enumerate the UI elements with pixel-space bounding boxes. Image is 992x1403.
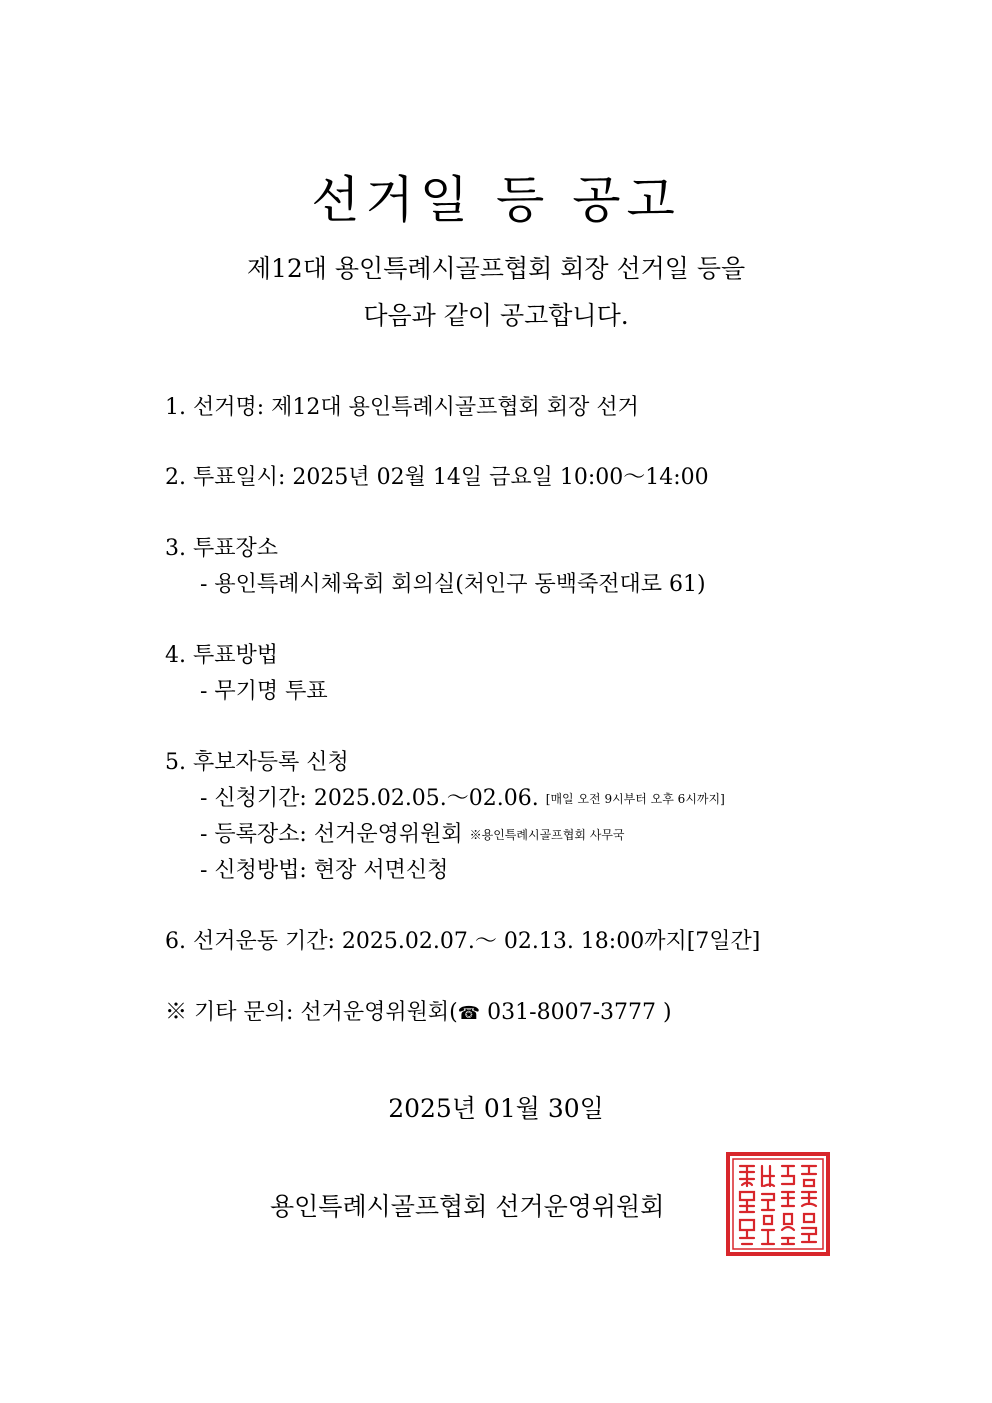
official-seal-icon: [726, 1152, 830, 1256]
notice-date: 2025년 01월 30일: [388, 1094, 604, 1123]
contact-prefix: ※ 기타 문의: 선거운영위원회(: [165, 1000, 458, 1025]
item-registration-place: [200, 821, 625, 849]
registration-period-text: - 신청기간: 2025.02.05.～02.06.: [200, 786, 539, 811]
notice-title: 선거일 등 공고: [311, 171, 681, 229]
registration-place-note: ※용인특례시골프협회 사무국: [469, 828, 625, 842]
intro-line-1: 제12대 용인특례시골프협회 회장 선거일 등을: [246, 254, 746, 283]
organization-name: 용인특례시골프협회 선거운영위원회: [270, 1192, 665, 1221]
contact-info: [165, 999, 672, 1028]
item-registration-method: - 신청방법: 현장 서면신청: [200, 858, 449, 883]
registration-period-note: [매일 오전 9시부터 오후 6시까지]: [545, 792, 725, 806]
intro-line-2: 다음과 같이 공고합니다.: [363, 301, 629, 330]
item-registration-period: [200, 785, 725, 813]
item-voting-method-detail: - 무기명 투표: [200, 679, 328, 704]
item-voting-method-heading: 4. 투표방법: [165, 643, 278, 668]
item-campaign-period: 6. 선거운동 기간: 2025.02.07.～ 02.13. 18:00까지[7일간]: [165, 929, 761, 954]
contact-phone-number: 031-8007-3777 ): [487, 1000, 672, 1025]
telephone-icon: ☎: [457, 1003, 481, 1024]
item-voting-datetime: 2. 투표일시: 2025년 02월 14일 금요일 10:00～14:00: [165, 465, 709, 490]
item-election-name: 1. 선거명: 제12대 용인특례시골프협회 회장 선거: [165, 395, 639, 420]
registration-place-text: - 등록장소: 선거운영위원회: [200, 822, 463, 847]
item-voting-place-detail: - 용인특례시체육회 회의실(처인구 동백죽전대로 61): [200, 572, 706, 597]
item-registration-heading: 5. 후보자등록 신청: [165, 750, 349, 775]
item-voting-place-heading: 3. 투표장소: [165, 536, 278, 561]
